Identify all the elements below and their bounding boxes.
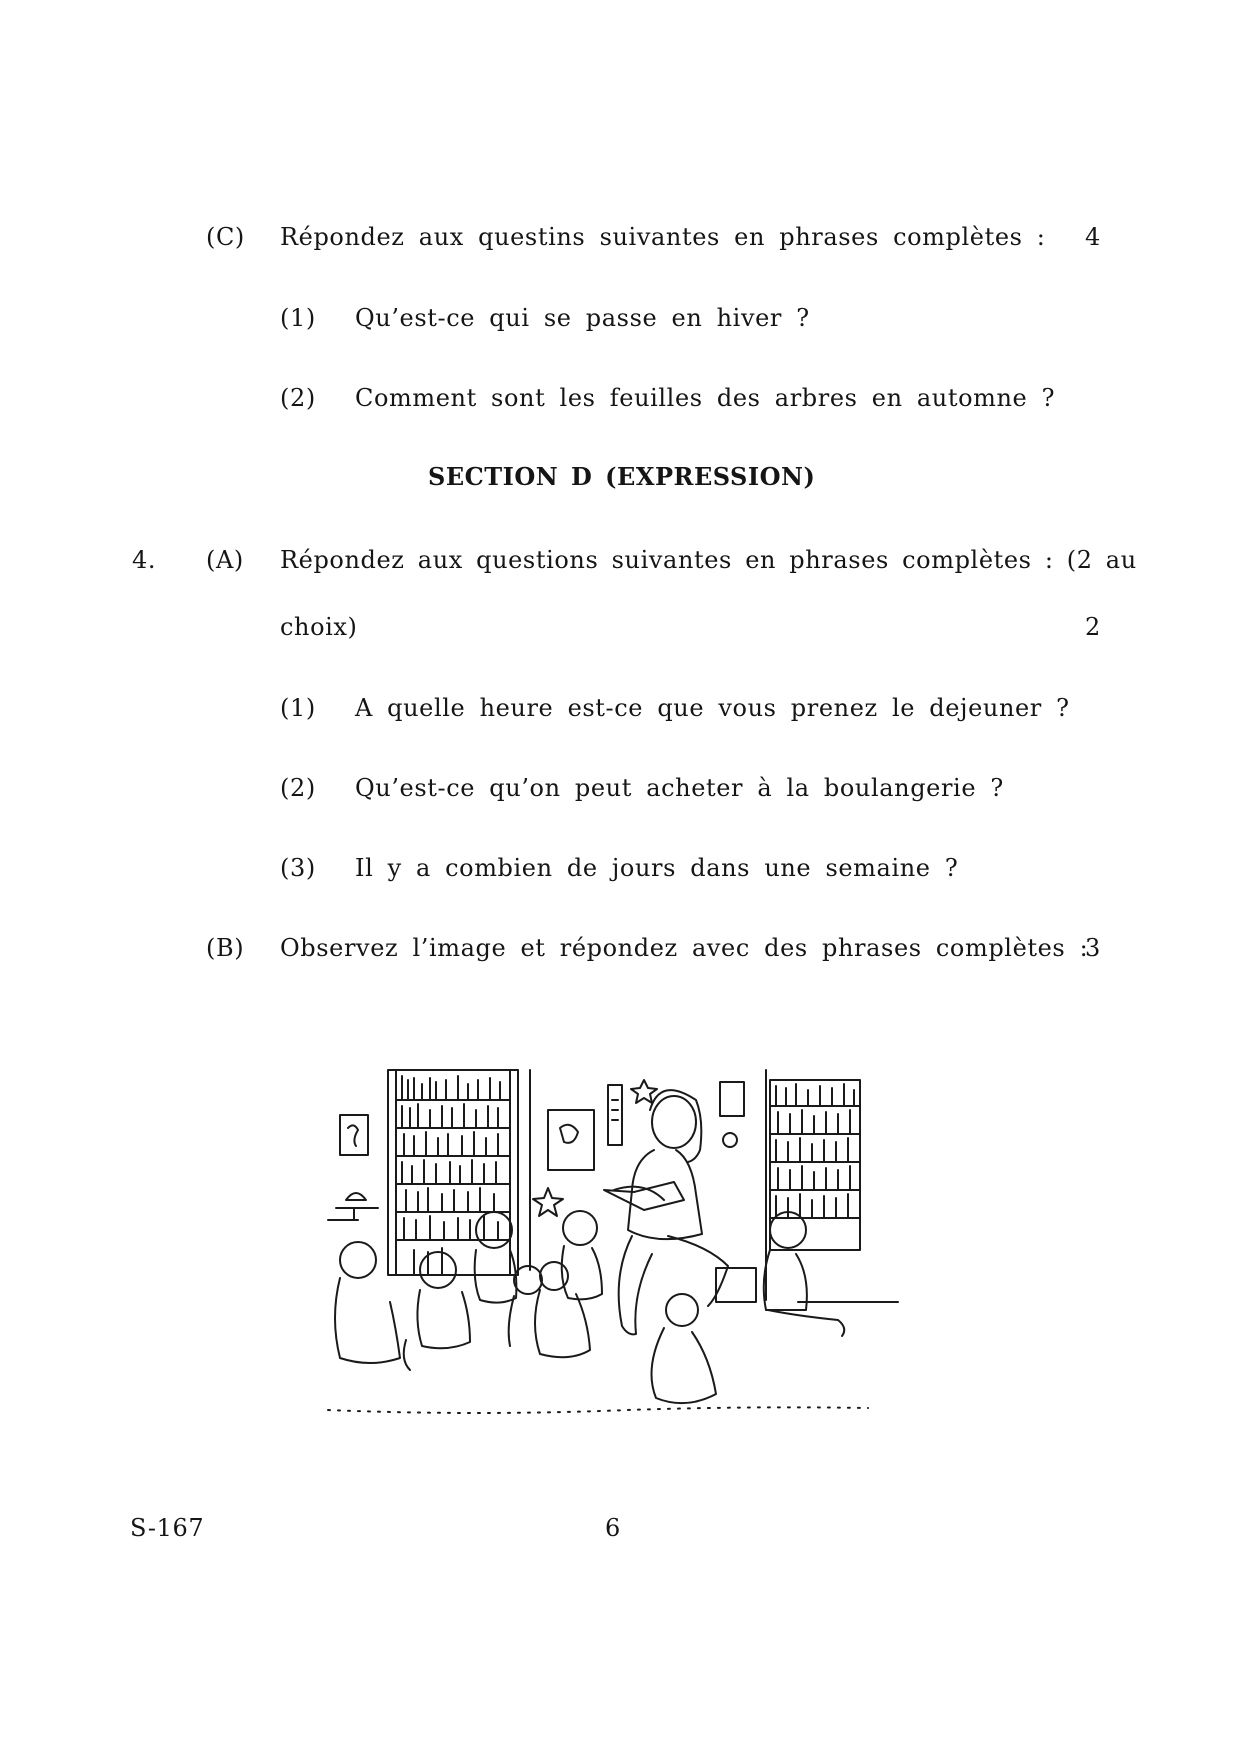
part-a-question-2-number: (2): [280, 774, 316, 802]
part-a-instruction-line2: choix): [280, 613, 358, 641]
section-c-question-1-number: (1): [280, 304, 316, 332]
right-bookcase: [766, 1070, 860, 1300]
part-a-question-3-text: Il y a combien de jours dans une semaine ?: [355, 854, 959, 882]
part-a-question-3-number: (3): [280, 854, 316, 882]
part-a-marks: 2: [1085, 613, 1101, 641]
paper-code: S-167: [130, 1514, 205, 1542]
section-c-marks: 4: [1085, 223, 1101, 251]
part-a-instruction-line1: Répondez aux questions suivantes en phrases complètes : (2 au: [280, 546, 1137, 574]
left-bookcase: [388, 1070, 518, 1275]
library-story-time-illustration: [318, 1040, 908, 1440]
part-a-question-1-number: (1): [280, 694, 316, 722]
part-a-question-2-text: Qu’est-ce qu’on peut acheter à la boulangerie ?: [355, 774, 1004, 802]
left-wall-picture: [340, 1115, 368, 1155]
section-c-question-2-number: (2): [280, 384, 316, 412]
section-c-question-2-text: Comment sont les feuilles des arbres en automne ?: [355, 384, 1056, 412]
page-number: 6: [605, 1514, 621, 1542]
question-4-number: 4.: [132, 546, 157, 574]
section-c-instruction: Répondez aux questins suivantes en phrases complètes :: [280, 223, 1046, 251]
right-wall-picture: [720, 1082, 744, 1116]
part-b-marks: 3: [1085, 934, 1101, 962]
part-b-label: (B): [206, 934, 245, 962]
part-a-label: (A): [206, 546, 244, 574]
teacher: [604, 1090, 756, 1334]
part-b-instruction: Observez l’image et répondez avec des phrases complètes :: [280, 934, 1089, 962]
section-c-label: (C): [206, 223, 245, 251]
center-wall-picture: [548, 1110, 594, 1170]
section-c-question-1-text: Qu’est-ce qui se passe en hiver ?: [355, 304, 810, 332]
section-d-heading: SECTION D (EXPRESSION): [428, 462, 816, 491]
part-a-question-1-text: A quelle heure est-ce que vous prenez le dejeuner ?: [355, 694, 1070, 722]
